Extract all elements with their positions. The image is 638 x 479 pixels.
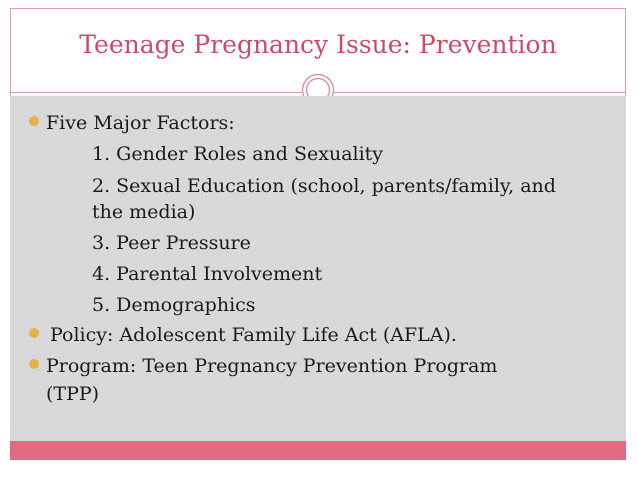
- footer-bar: [10, 441, 626, 460]
- bullet-five-major-factors: Five Major Factors:: [46, 112, 235, 134]
- factor-item-2-continuation: the media): [92, 201, 196, 223]
- bullet-dot-icon: [29, 116, 39, 126]
- content-panel: [10, 96, 626, 441]
- factor-item-1: 1. Gender Roles and Sexuality: [92, 143, 384, 165]
- factor-item-3: 3. Peer Pressure: [92, 232, 251, 254]
- bullet-program-continuation: (TPP): [46, 383, 100, 405]
- bullet-dot-icon: [29, 328, 39, 338]
- slide-title: Teenage Pregnancy Issue: Prevention: [79, 30, 557, 59]
- factor-item-4: 4. Parental Involvement: [92, 263, 323, 285]
- bullet-dot-icon: [29, 359, 39, 369]
- factor-item-2: 2. Sexual Education (school, parents/family, and: [92, 175, 556, 197]
- bullet-program: Program: Teen Pregnancy Prevention Program: [46, 355, 498, 377]
- bullet-policy: Policy: Adolescent Family Life Act (AFLA).: [50, 324, 457, 346]
- factor-item-5: 5. Demographics: [92, 294, 256, 316]
